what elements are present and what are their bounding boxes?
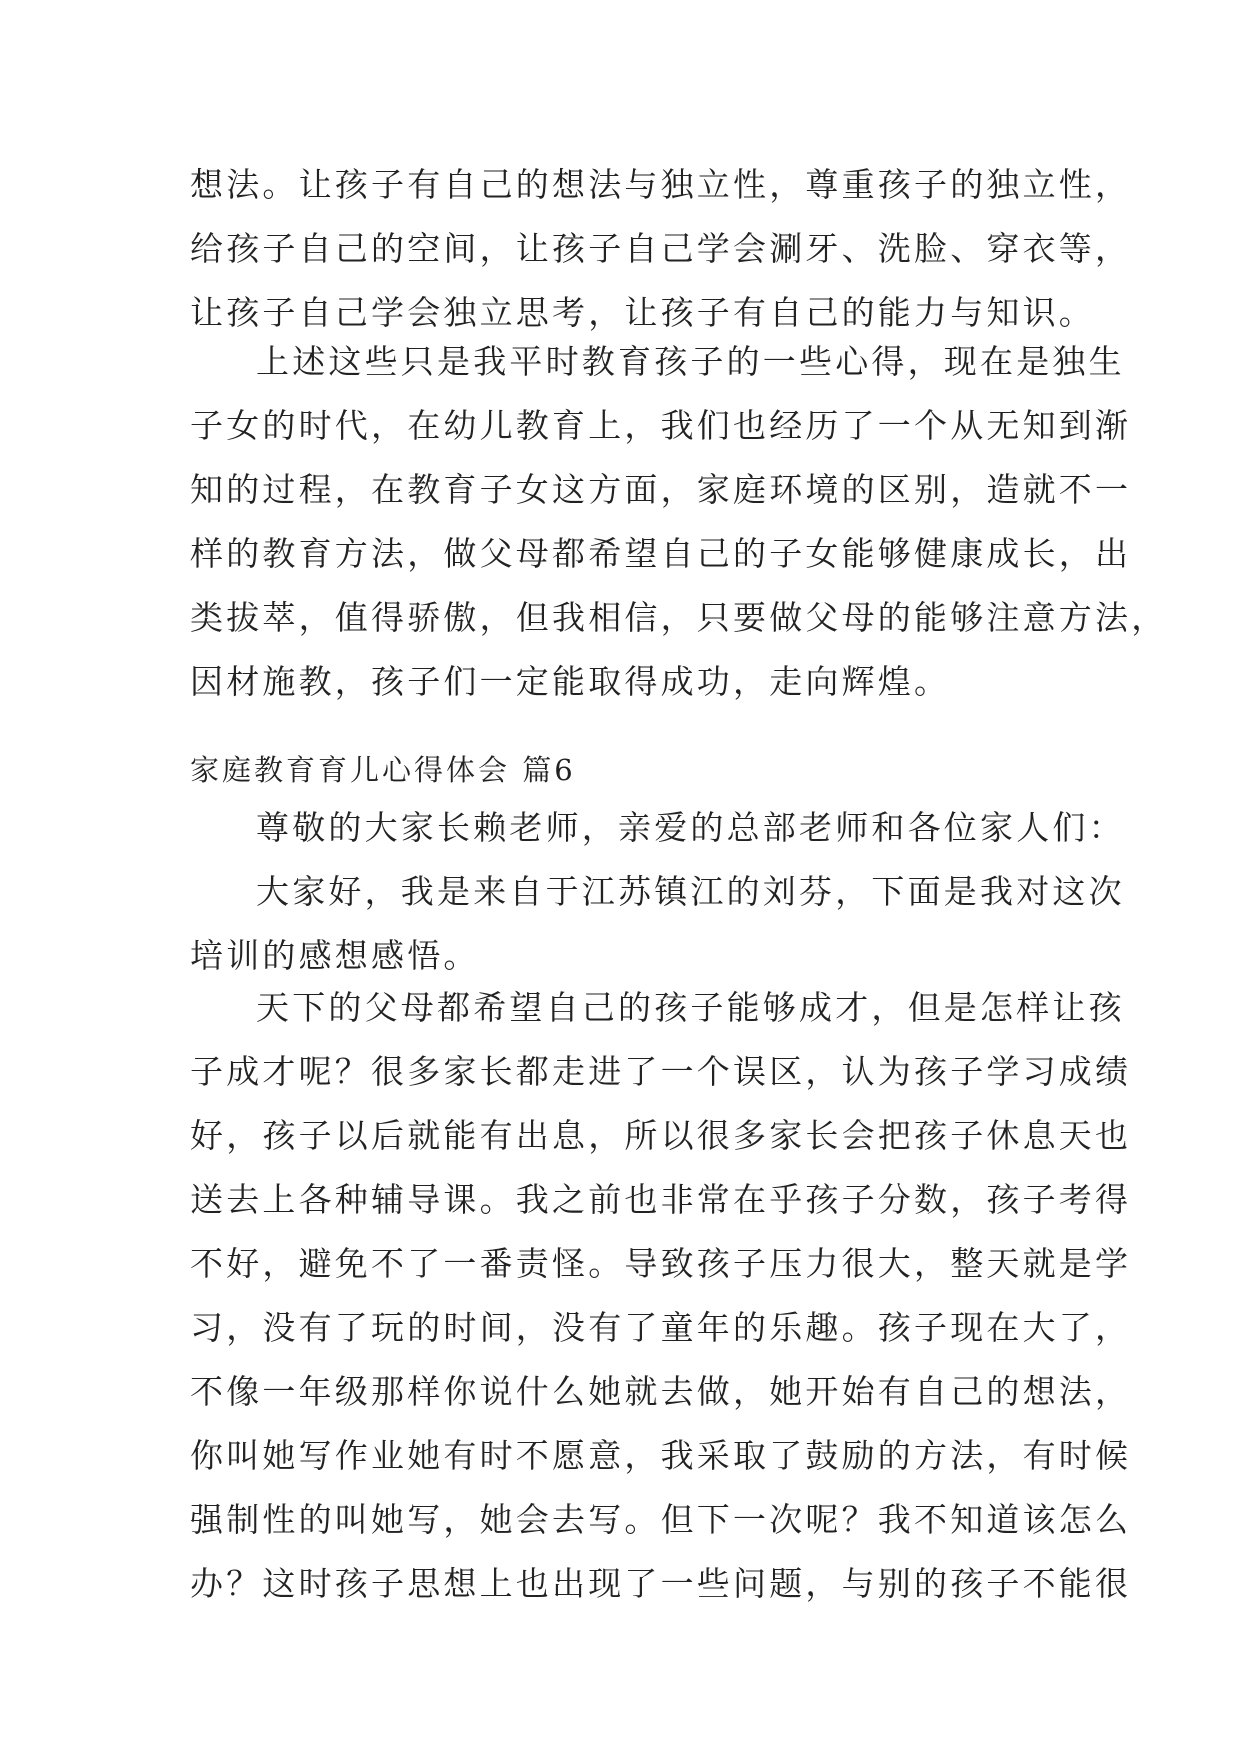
paragraph-main bbox=[190, 976, 1132, 1616]
section-heading: 家庭教育育儿心得体会 篇6 bbox=[190, 753, 576, 787]
text-line: 大家好，我是来自于江苏镇江的刘芬，下面是我对这次 bbox=[256, 872, 1125, 911]
text-line: 给孩子自己的空间，让孩子自己学会涮牙、洗脸、穿衣等， bbox=[190, 229, 1132, 268]
text-line: 知的过程，在教育子女这方面，家庭环境的区别，造就不一 bbox=[190, 470, 1132, 509]
text-line: 让孩子自己学会独立思考，让孩子有自己的能力与知识。 bbox=[190, 293, 1095, 332]
text-line: 培训的感想感悟。 bbox=[190, 936, 480, 975]
paragraph-independence-continued bbox=[190, 153, 1132, 345]
text-line: 子女的时代，在幼儿教育上，我们也经历了一个从无知到渐 bbox=[190, 406, 1132, 445]
text-line: 送去上各种辅导课。我之前也非常在乎孩子分数，孩子考得 bbox=[190, 1180, 1132, 1219]
text-line: 类拔萃，值得骄傲，但我相信，只要做父母的能够注意方法， bbox=[190, 598, 1168, 637]
text-line: 强制性的叫她写，她会去写。但下一次呢？我不知道该怎么 bbox=[190, 1500, 1132, 1539]
text-line: 习，没有了玩的时间，没有了童年的乐趣。孩子现在大了， bbox=[190, 1308, 1132, 1347]
text-line: 你叫她写作业她有时不愿意，我采取了鼓励的方法，有时候 bbox=[190, 1436, 1132, 1475]
text-line: 子成才呢？很多家长都走进了一个误区，认为孩子学习成绩 bbox=[190, 1052, 1132, 1091]
text-line: 想法。让孩子有自己的想法与独立性，尊重孩子的独立性， bbox=[190, 165, 1132, 204]
text-line: 样的教育方法，做父母都希望自己的子女能够健康成长，出 bbox=[190, 534, 1132, 573]
text-line: 好，孩子以后就能有出息，所以很多家长会把孩子休息天也 bbox=[190, 1116, 1132, 1155]
text-line: 因材施教，孩子们一定能取得成功，走向辉煌。 bbox=[190, 662, 951, 701]
paragraph-summary bbox=[190, 330, 1168, 714]
text-line: 不好，避免不了一番责怪。导致孩子压力很大，整天就是学 bbox=[190, 1244, 1132, 1283]
text-line: 天下的父母都希望自己的孩子能够成才，但是怎样让孩 bbox=[256, 988, 1125, 1027]
text-line: 上述这些只是我平时教育孩子的一些心得，现在是独生 bbox=[256, 342, 1125, 381]
text-line: 办？这时孩子思想上也出现了一些问题，与别的孩子不能很 bbox=[190, 1564, 1132, 1603]
text-line: 不像一年级那样你说什么她就去做，她开始有自己的想法， bbox=[190, 1372, 1132, 1411]
text-line: 尊敬的大家长赖老师，亲爱的总部老师和各位家人们： bbox=[256, 808, 1125, 847]
paragraph-greeting bbox=[190, 796, 1125, 988]
